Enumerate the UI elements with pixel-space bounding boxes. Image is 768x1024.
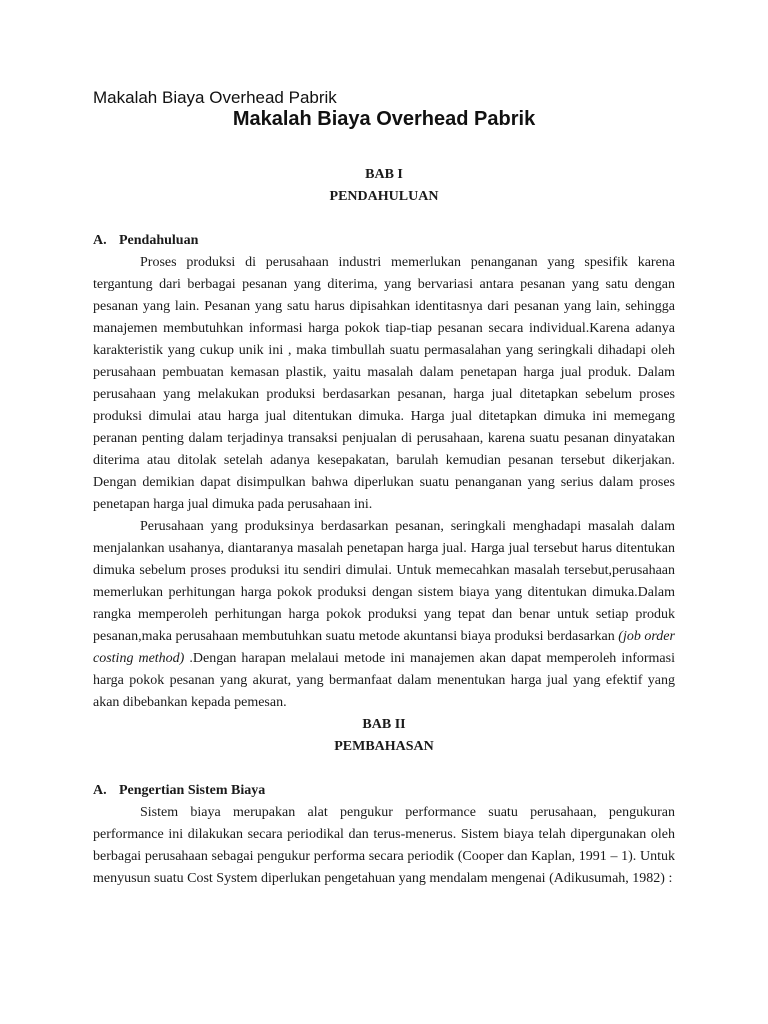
paragraph-text: Perusahaan yang produksinya berdasarkan pesanan, seringkali menghadapi masalah dalam menjalankan usahanya, diantaranya masalah penetapan harga jual. Harga jual tersebut harus ditentukan dimuka sebelum proses produksi itu sendiri dimulai. Untuk memecahkan masalah tersebut,perusahaan memerlukan perhitungan harga pokok produksi dengan sistem biaya yang ditentukan dimuka.Dalam rangka memperoleh perhitungan harga pokok produksi yang tepat dan benar untuk setiap produk pesanan,maka perusahaan membutuhkan suatu metode akuntansi biaya produksi berdasarkan (93, 519, 675, 644)
section-heading (93, 780, 675, 802)
italic-term: (job order costing method) (93, 629, 675, 666)
document-header: Makalah Biaya Overhead Pabrik (93, 88, 337, 107)
section-title: Pengertian Sistem Biaya (119, 783, 266, 798)
chapter-title: PEMBAHASAN (334, 739, 434, 754)
paragraph (93, 516, 675, 714)
chapter-number: BAB I (365, 167, 403, 182)
document-title: Makalah Biaya Overhead Pabrik (232, 108, 536, 130)
section-title: Pendahuluan (119, 233, 199, 248)
section-letter: A. (93, 233, 107, 248)
paragraph-text: .Dengan harapan melalaui metode ini manajemen akan dapat memperoleh informasi harga pokok pesanan yang akurat, yang bermanfaat dalam menentukan harga jual yang efektif yang akan dibebankan kepada pemesan. (93, 651, 675, 710)
chapter-title: PENDAHULUAN (329, 189, 439, 204)
document-body (93, 164, 675, 890)
paragraph: Proses produksi di perusahaan industri memerlukan penanganan yang spesifik karena tergantung dari berbagai pesanan yang diterima, yang bervariasi antara pesanan yang satu dengan pesanan yang lain. Pesanan yang satu harus dipisahkan identitasnya dari pesanan yang lain, sehingga manajemen membutuhkan informasi harga pokok tiap-tiap pesanan secara individual.Karena adanya karakteristik yang cukup unik ini , maka timbullah suatu permasalahan yang seringkali dihadapi oleh perusahaan pembuatan kemasan plastik, yaitu masalah dalam penetapan harga jual produk. Dalam perusahaan yang melakukan produksi berdasarkan pesanan, harga jual ditetapkan sebelum proses produksi dimulai atau harga jual ditentukan dimuka. Harga jual ditetapkan dimuka ini memegang peranan penting dalam terjadinya transaksi penjualan di perusahaan, karena suatu pesanan dinyatakan diterima atau ditolak setelah adanya kesepakatan, barulah kemudian pesanan tersebut dikerjakan. Dengan demikian dapat disimpulkan bahwa diperlukan suatu penanganan yang serius dalam proses penetapan harga jual dimuka pada perusahaan ini. (93, 255, 675, 512)
chapter-number: BAB II (362, 717, 406, 732)
section-heading (93, 230, 675, 252)
paragraph: Sistem biaya merupakan alat pengukur performance suatu perusahaan, pengukuran performance ini dilakukan secara periodikal dan terus-menerus. Sistem biaya telah dipergunakan oleh berbagai perusahaan sebagai pengukur performa secara periodik (Cooper dan Kaplan, 1991 – 1). Untuk menyusun suatu Cost System diperlukan pengetahuan yang mendalam mengenai (Adikusumah, 1982) : (93, 805, 675, 886)
section-letter: A. (93, 783, 107, 798)
